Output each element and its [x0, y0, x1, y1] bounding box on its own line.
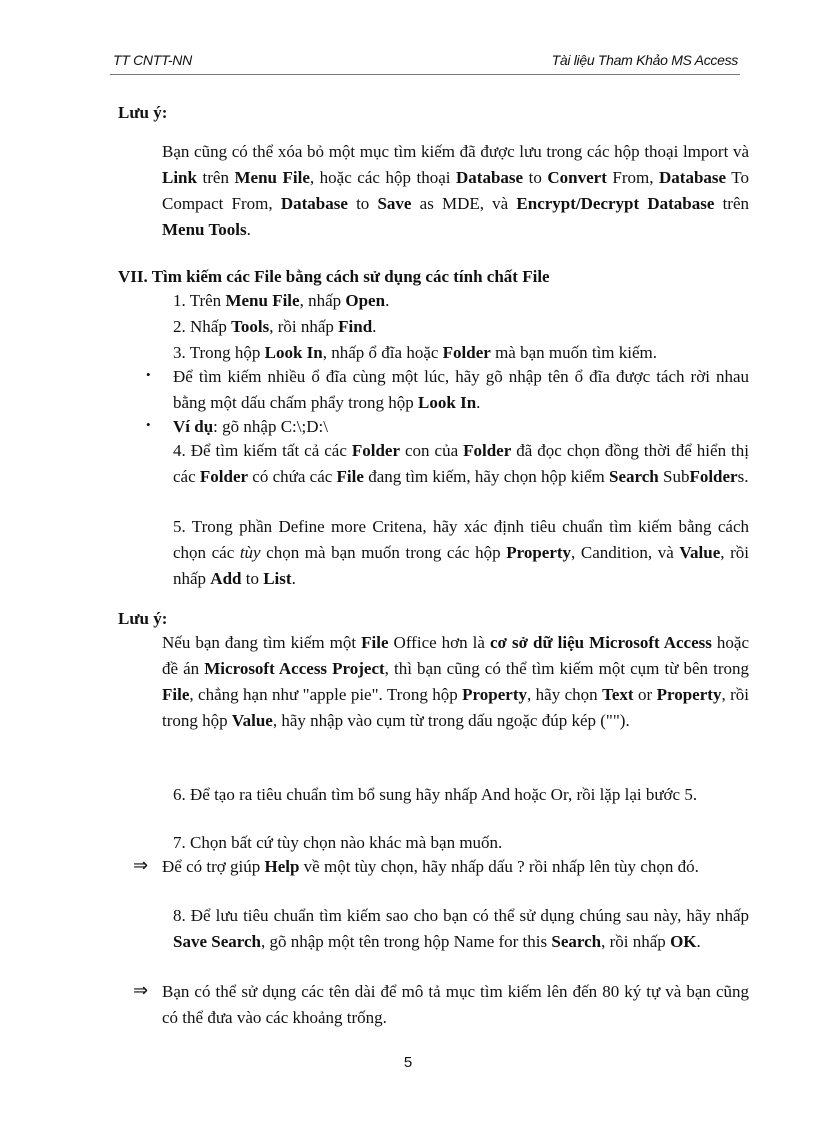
note2-title: Lưu ý: — [118, 609, 168, 628]
step-1: 1. Trên Menu File, nhấp Open. — [173, 291, 390, 310]
bullet-icon: • — [146, 417, 151, 432]
note1-title: Lưu ý: — [118, 103, 168, 122]
note1-paragraph: Bạn cũng có thể xóa bỏ một mục tìm kiếm đã được lưu trong các hộp thoại lmport và Link trên Menu File, hoặc các hộp thoại Database to Convert From, Database To Compact From, Database to Save as MDE, và Encrypt/Decrypt Database trên Menu Tools. — [162, 142, 749, 239]
header-right: Tài liệu Tham Khảo MS Access — [551, 52, 738, 68]
bullet-1: Để tìm kiếm nhiều ổ đĩa cùng một lúc, hãy gõ nhập tên ổ đĩa được tách rời nhau bằng một dấu chấm phẩy trong hộp Look In. — [173, 367, 749, 412]
step-6: 6. Để tạo ra tiêu chuẩn tìm bổ sung hãy nhấp And hoặc Or, rồi lặp lại bước 5. — [173, 785, 698, 804]
header-left: TT CNTT-NN — [113, 52, 192, 68]
section-title: VII. Tìm kiếm các File bằng cách sử dụng các tính chất File — [118, 267, 550, 286]
header-divider — [110, 74, 740, 75]
step-7: 7. Chọn bất cứ tùy chọn nào khác mà bạn muốn. — [173, 833, 503, 852]
step-8: 8. Để lưu tiêu chuẩn tìm kiếm sao cho bạn có thể sử dụng chúng sau này, hãy nhấp Save Search, gõ nhập một tên trong hộp Name for this Search, rồi nhấp OK. — [173, 906, 749, 951]
page-number: 5 — [403, 1054, 413, 1071]
arrow-icon: ⇒ — [133, 980, 149, 1001]
note2-paragraph: Nếu bạn đang tìm kiếm một File Office hơn là cơ sở dữ liệu Microsoft Access hoặc đề án Microsoft Access Project, thì bạn cũng có thể tìm kiếm một cụm từ bên trong File, chẳng hạn như "apple pie". Trong hộp Property, hãy chọn Text or Property, rồi trong hộp Value, hãy nhập vào cụm từ trong dấu ngoặc đúp kép (""). — [162, 633, 750, 730]
bullet-2: Ví dụ: gõ nhập C:\;D:\ — [173, 417, 328, 436]
arrow-note-2: Bạn có thể sử dụng các tên dài để mô tả mục tìm kiếm lên đến 80 ký tự và bạn cũng có thể đưa vào các khoảng trống. — [162, 982, 749, 1027]
step-4: 4. Để tìm kiếm tất cả các Folder con của Folder đã đọc chọn đồng thời để hiển thị các Folder có chứa các File đang tìm kiếm, hãy chọn hộp kiểm Search SubFolders. — [173, 441, 750, 486]
bullet-icon: • — [146, 367, 151, 382]
step-5: 5. Trong phần Define more Critena, hãy xác định tiêu chuẩn tìm kiếm bằng cách chọn các tùy chọn mà bạn muốn trong các hộp Property, Candition, và Value, rồi nhấp Add to List. — [173, 517, 749, 588]
arrow-note-1: Để có trợ giúp Help về một tùy chọn, hãy nhấp dấu ? rồi nhấp lên tùy chọn đó. — [162, 857, 699, 876]
arrow-icon: ⇒ — [133, 855, 149, 876]
step-3: 3. Trong hộp Look In, nhấp ổ đĩa hoặc Folder mà bạn muốn tìm kiếm. — [173, 343, 658, 362]
step-2: 2. Nhấp Tools, rồi nhấp Find. — [173, 317, 377, 336]
